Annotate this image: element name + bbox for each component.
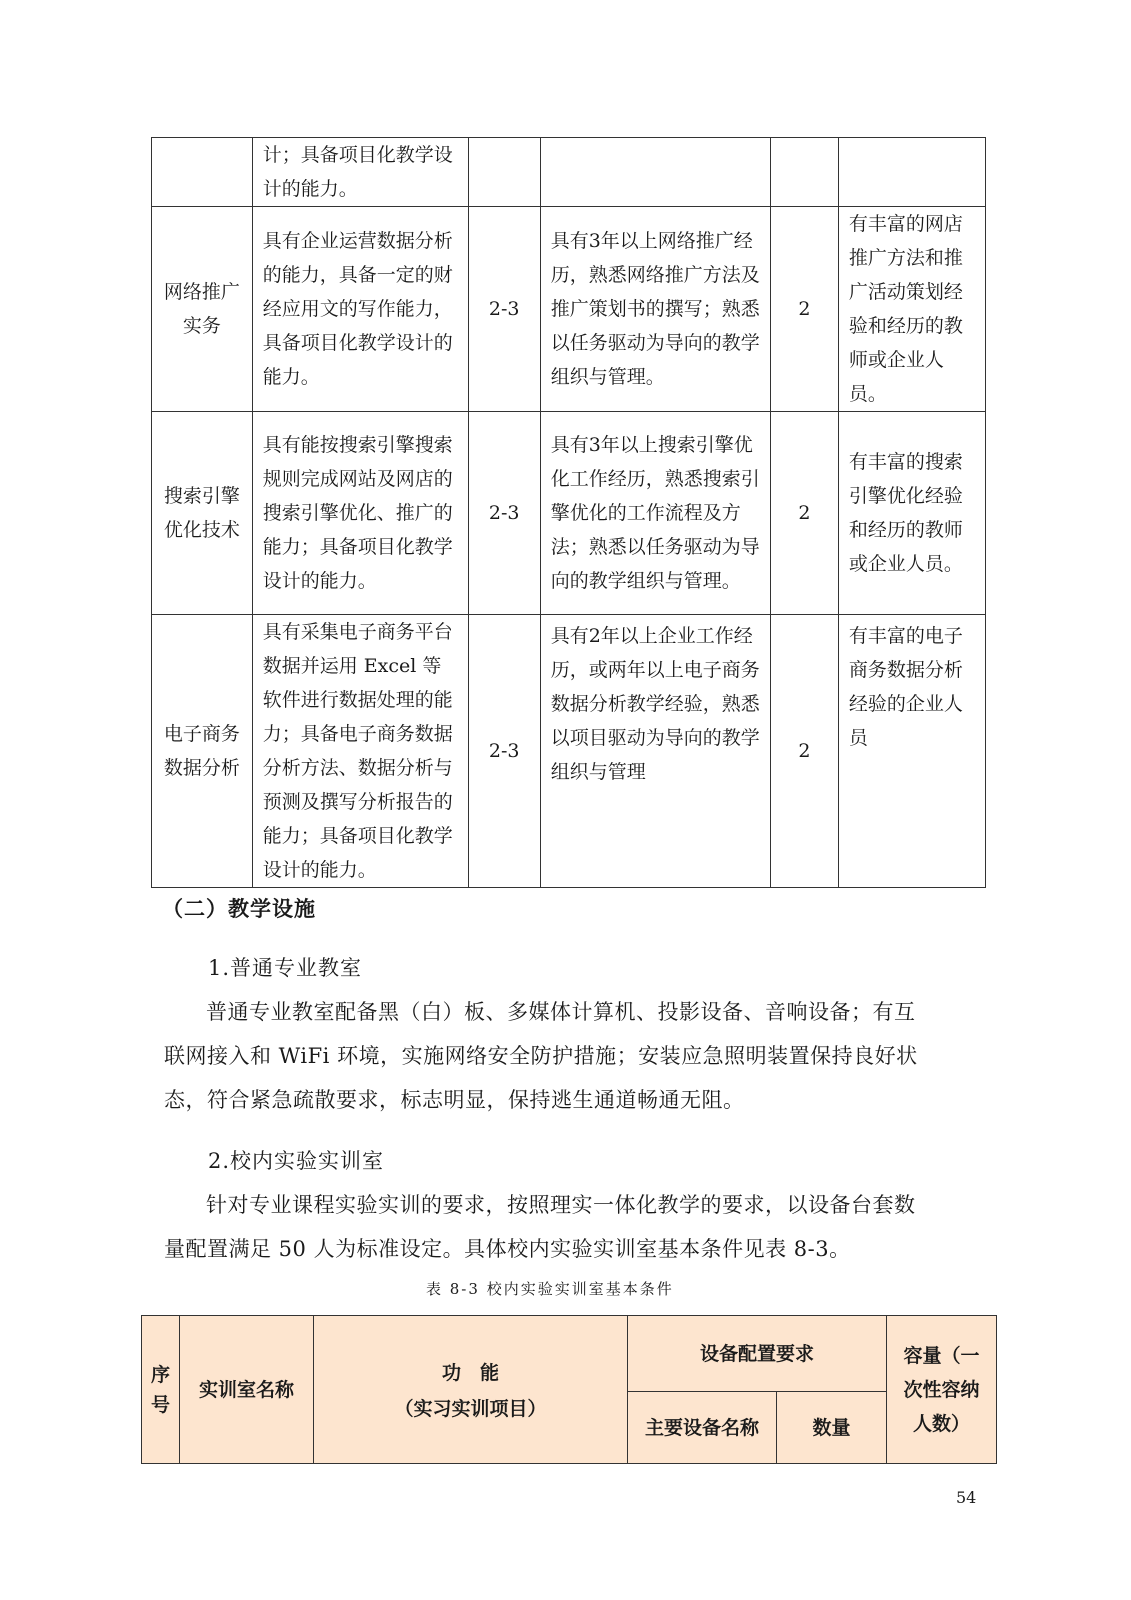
section-heading: （二）教学设施	[162, 896, 316, 921]
requirement-cell: 有丰富的网店推广方法和推广活动策划经验和经历的教师或企业人员。	[838, 207, 985, 412]
course-cell: 电子商务数据分析	[152, 615, 253, 888]
ability-cell: 具有采集电子商务平台数据并运用 Excel 等软件进行数据处理的能力；具备电子商务数据分析方法、数据分析与预测及撰写分析报告的能力；具备项目化教学设计的能力。	[252, 615, 468, 888]
classroom-paragraph	[164, 990, 974, 1122]
num-cell: 2	[771, 412, 839, 615]
count-cell	[468, 138, 540, 207]
paragraph-line: 针对专业课程实验实训的要求，按照理实一体化教学的要求，以设备台套数	[206, 1193, 916, 1217]
count-cell: 2-3	[468, 412, 540, 615]
paragraph-line: 态，符合紧急疏散要求，标志明显，保持逃生通道畅通无阻。	[164, 1088, 745, 1112]
header-function-line2: （实习实训项目）	[394, 1397, 547, 1420]
lab-conditions-table	[141, 1315, 997, 1464]
experience-cell: 具有3年以上网络推广经历，熟悉网络推广方法及推广策划书的撰写；熟悉以任务驱动为导向的教学组织与管理。	[540, 207, 770, 412]
header-equipment: 设备配置要求	[628, 1316, 887, 1392]
header-function-line1: 功 能	[441, 1361, 499, 1384]
paragraph-line: 普通专业教室配备黑（白）板、多媒体计算机、投影设备、音响设备；有互	[206, 1000, 916, 1024]
ability-cell: 计；具备项目化教学设计的能力。	[252, 138, 468, 207]
num-cell	[771, 138, 839, 207]
table-row	[152, 412, 986, 615]
paragraph-line: 联网接入和 WiFi 环境，实施网络安全防护措施；安装应急照明装置保持良好状	[164, 1044, 918, 1068]
num-cell: 2	[771, 615, 839, 888]
num-cell: 2	[771, 207, 839, 412]
table-caption: 表 8-3 校内实验实训室基本条件	[426, 1280, 674, 1298]
experience-cell: 具有2年以上企业工作经历，或两年以上电子商务数据分析教学经验，熟悉以项目驱动为导向的教学组织与管理	[540, 615, 770, 888]
page-number: 54	[956, 1488, 977, 1507]
header-equipment-name: 主要设备名称	[628, 1392, 777, 1464]
count-cell: 2-3	[468, 615, 540, 888]
experience-cell	[540, 138, 770, 207]
course-cell	[152, 138, 253, 207]
header-quantity: 数量	[777, 1392, 887, 1464]
table-row	[152, 615, 986, 888]
course-cell: 网络推广实务	[152, 207, 253, 412]
requirement-cell: 有丰富的电子商务数据分析经验的企业人员	[838, 615, 985, 888]
course-cell: 搜索引擎优化技术	[152, 412, 253, 615]
header-function	[314, 1316, 628, 1464]
paragraph-line: 量配置满足 50 人为标准设定。具体校内实验实训室基本条件见表 8-3。	[164, 1237, 851, 1261]
requirement-cell: 有丰富的搜索引擎优化经验和经历的教师或企业人员。	[838, 412, 985, 615]
table-row	[152, 207, 986, 412]
experience-cell: 具有3年以上搜索引擎优化工作经历，熟悉搜索引擎优化的工作流程及方法；熟悉以任务驱动为导向的教学组织与管理。	[540, 412, 770, 615]
requirement-cell	[838, 138, 985, 207]
table-row	[152, 138, 986, 207]
header-lab-name: 实训室名称	[180, 1316, 314, 1464]
header-capacity: 容量（一次性容纳人数）	[887, 1316, 997, 1464]
count-cell: 2-3	[468, 207, 540, 412]
subsection-title-lab: 2.校内实验实训室	[208, 1149, 385, 1173]
subsection-title-classroom: 1.普通专业教室	[208, 956, 363, 980]
lab-paragraph	[164, 1183, 974, 1271]
ability-cell: 具有企业运营数据分析的能力，具备一定的财经应用文的写作能力，具备项目化教学设计的能力。	[252, 207, 468, 412]
teacher-requirements-table	[151, 137, 986, 888]
table-header-row	[142, 1316, 997, 1392]
ability-cell: 具有能按搜索引擎搜索规则完成网站及网店的搜索引擎优化、推广的能力；具备项目化教学设计的能力。	[252, 412, 468, 615]
header-seq: 序号	[142, 1316, 180, 1464]
